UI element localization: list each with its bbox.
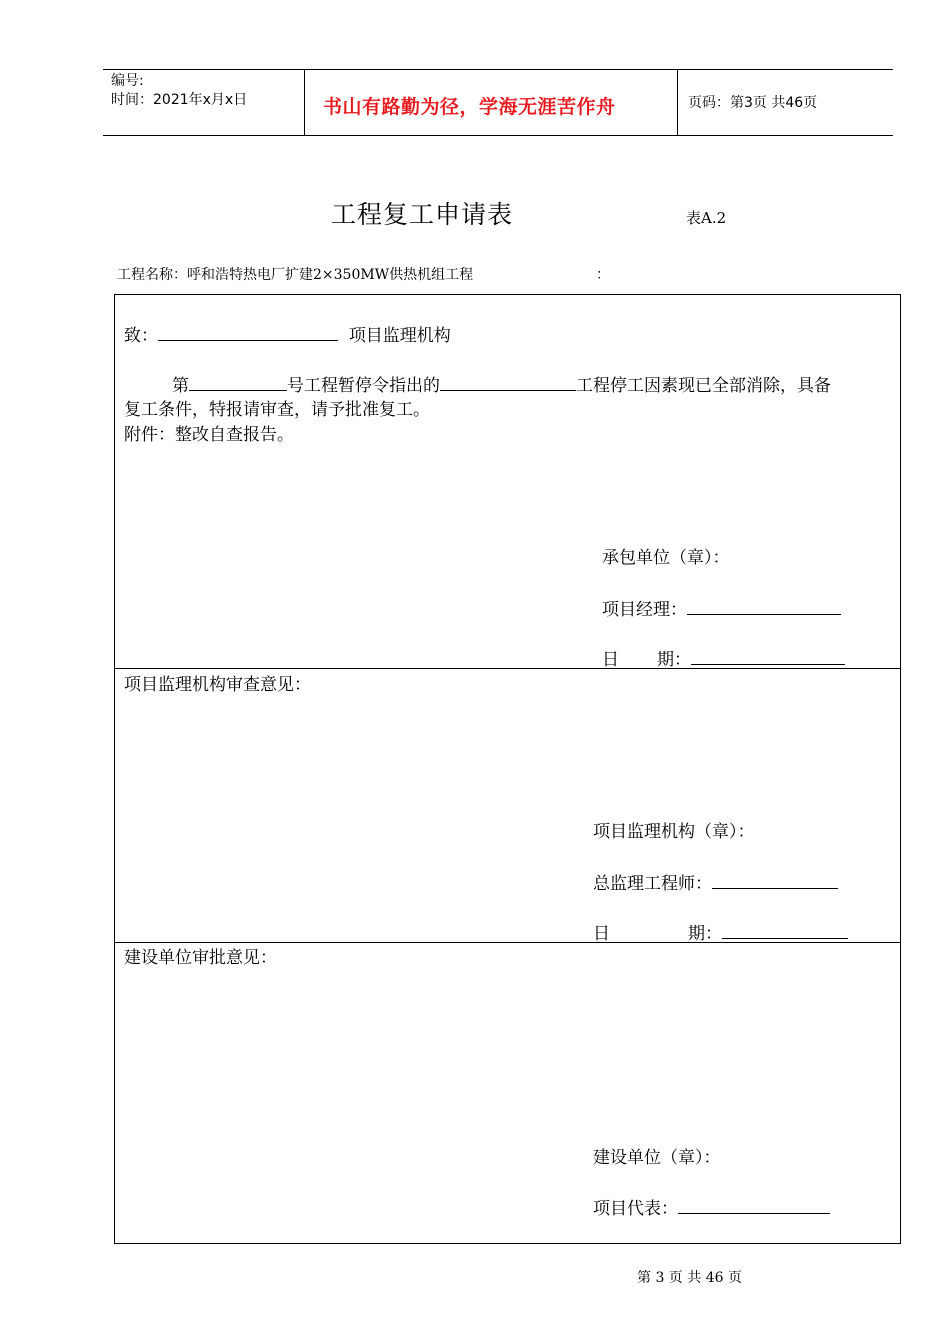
owner-seal: 建设单位（章）： — [593, 1148, 721, 1168]
header-divider-right — [677, 69, 678, 136]
chief-engineer-label: 总监理工程师： — [593, 874, 712, 894]
header-time-label: 时间：2021年x月x日 — [111, 92, 248, 108]
header-page-label: 页码：第3页 共46页 — [688, 95, 818, 111]
to-label: 致： — [124, 326, 158, 346]
date2-char-ri: 日 — [593, 924, 610, 944]
to-blank[interactable] — [158, 322, 338, 341]
owner-rep-blank[interactable] — [678, 1195, 830, 1214]
footer-page-number: 第 3 页 共 46 页 — [637, 1270, 742, 1286]
owner-rep-label: 项目代表： — [593, 1199, 678, 1219]
request-paragraph-line1 — [172, 372, 831, 398]
order-number-blank[interactable] — [189, 372, 287, 391]
header-number-label: 编号: — [111, 73, 144, 89]
date2-char-qi: 期： — [688, 924, 722, 944]
page-title: 工程复工申请表 — [331, 200, 514, 229]
owner-rep-line — [593, 1195, 830, 1221]
work-name-blank[interactable] — [440, 372, 576, 391]
to-line — [124, 322, 451, 348]
supervision-seal: 项目监理机构（章）： — [593, 822, 755, 842]
para-end: 工程停工因素现已全部消除，具备 — [576, 376, 831, 396]
date-char-qi: 期： — [657, 650, 691, 670]
date-char-ri: 日 — [602, 650, 619, 670]
supervision-heading: 项目监理机构审查意见： — [124, 675, 311, 695]
chief-engineer-blank[interactable] — [712, 870, 838, 889]
header-motto: 书山有路勤为径，学海无涯苦作舟 — [323, 96, 616, 118]
project-name: 工程名称：呼和浩特热电厂扩建2×350MW供热机组工程 — [117, 267, 474, 283]
manager-label: 项目经理： — [602, 600, 687, 620]
date-line-1 — [602, 646, 845, 672]
manager-line — [602, 596, 841, 622]
attachment-line: 附件：整改自查报告。 — [124, 425, 294, 445]
manager-blank[interactable] — [687, 596, 841, 615]
header-top-rule — [103, 69, 893, 70]
date-line-2 — [593, 920, 848, 946]
to-suffix: 项目监理机构 — [348, 326, 451, 346]
form-code: 表A.2 — [686, 209, 727, 227]
project-name-colon: ： — [596, 267, 610, 283]
header-divider-left — [304, 69, 305, 136]
chief-engineer-line — [593, 870, 838, 896]
header-bottom-rule — [103, 135, 893, 136]
request-paragraph-line2: 复工条件，特报请审查，请予批准复工。 — [124, 400, 430, 420]
date-blank-1[interactable] — [691, 646, 845, 665]
owner-heading: 建设单位审批意见： — [124, 948, 277, 968]
date-blank-2[interactable] — [722, 920, 848, 939]
para-prefix: 第 — [172, 376, 189, 396]
para-mid: 号工程暂停令指出的 — [287, 376, 440, 396]
contractor-seal: 承包单位（章）： — [602, 548, 730, 568]
